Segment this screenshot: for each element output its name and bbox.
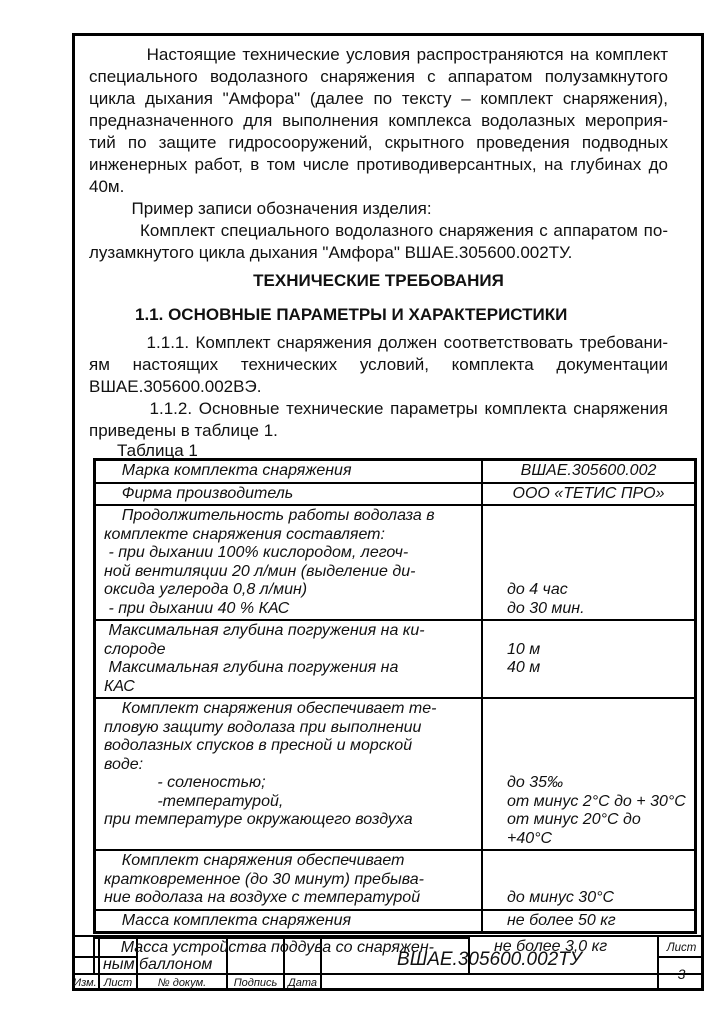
text-line: - при дыхании 100% кислородом, легоч-: [104, 544, 409, 561]
text-line: специального водолазного снаряжения с аппаратом полузамкнутого: [89, 67, 668, 86]
text-line: комплекте снаряжения составляет:: [104, 525, 385, 543]
text-line: пловую защиту водолаза при выполнении: [104, 718, 422, 736]
text-line: ной вентиляции 20 л/мин (выделение ди-: [104, 562, 416, 580]
stamp-sheet-number: 3: [677, 965, 686, 982]
example-paragraph: [89, 220, 668, 264]
text-line: ние водолаза на воздухе с температурой: [104, 889, 421, 906]
subsection-heading: 1.1. ОСНОВНЫЕ ПАРАМЕТРЫ И ХАРАКТЕРИСТИКИ: [135, 305, 568, 324]
text-line: Комплект снаряжения обеспечивает: [104, 852, 405, 869]
clause-1-1-2: [89, 398, 668, 442]
text-line: [507, 852, 690, 871]
param-cell: [95, 483, 483, 506]
text-line: водолазных спусков в пресной и морской: [104, 737, 413, 754]
section-heading: ТЕХНИЧЕСКИЕ ТРЕБОВАНИЯ: [253, 271, 504, 290]
param-cell: [95, 620, 483, 698]
text-line: 40м.: [89, 177, 125, 196]
text-line: [507, 700, 690, 719]
stamp-label-list: Лист: [103, 977, 133, 989]
text-line: 10 м: [507, 640, 541, 658]
text-line: - соленостью;: [104, 774, 266, 791]
text-line: Комплект специального водолазного снаряжения с аппаратом по-: [89, 221, 668, 240]
text-line: до 35‰: [507, 774, 563, 791]
text-line: Максимальная глубина погружения на: [104, 659, 399, 676]
spec-table: [93, 458, 697, 934]
table-row: [95, 483, 696, 506]
text-line: от минус 20°С до: [507, 811, 641, 828]
text-line: до минус 30°С: [507, 889, 615, 906]
clause-1-1-1: [89, 332, 668, 398]
text-line: 1.1.2. Основные технические параметры комплекта снаряжения: [89, 399, 668, 418]
value-cell: [482, 850, 696, 910]
intro-paragraph: [89, 44, 668, 198]
text-line: до 30 мин.: [507, 599, 585, 617]
stamp-doc-number: ВШАЕ.305600.002ТУ: [397, 949, 582, 970]
value-cell: [482, 505, 696, 620]
text-line: Продолжительность работы водолаза в: [104, 507, 435, 524]
value-cell: [482, 698, 696, 850]
value-cell: [482, 460, 696, 483]
text-line: лузамкнутого цикла дыхания "Амфора" ВШАЕ.305600.002ТУ.: [89, 243, 573, 262]
text-line: при температуре окружающего воздуха: [104, 811, 413, 828]
text-line: не более 50 кг: [507, 911, 616, 929]
text-line: слороде: [104, 640, 166, 658]
stamp-sheet-label: Лист: [666, 941, 697, 954]
spec-table-last-row: [93, 937, 697, 975]
text-line: Масса устройства поддува со снаряжен-: [103, 939, 434, 956]
text-line: Настоящие технические условия распространяются на комплект: [89, 45, 668, 64]
text-line: КАС: [104, 677, 135, 695]
text-line: кратковременное (до 30 минут) пребыва-: [104, 870, 424, 888]
text-line: тий по защите гидросооружений, скрытного проведения подводных: [89, 133, 668, 152]
text-line: [507, 544, 690, 563]
text-line: приведены в таблице 1.: [89, 421, 278, 440]
text-line: ным баллоном: [103, 956, 213, 973]
text-line: Фирма производитель: [104, 484, 294, 502]
value-cell: [482, 910, 696, 933]
value-cell: [482, 483, 696, 506]
text-line: оксида углерода 0,8 л/мин): [104, 581, 308, 598]
text-line: [507, 507, 690, 526]
text-line: предназначенного для выполнения комплекса водолазных мероприя-: [89, 111, 668, 130]
text-line: ВШАЕ.305600.002ВЭ.: [89, 377, 262, 396]
spec-table-body: [95, 460, 696, 933]
table-row: [95, 505, 696, 620]
text-line: цикла дыхания "Амфора" (далее по тексту – комплект снаряжения),: [89, 89, 668, 108]
stamp-label-data: Дата: [287, 977, 318, 989]
text-line: ООО «ТЕТИС ПРО»: [512, 484, 665, 502]
text-line: Максимальная глубина погружения на ки-: [104, 622, 425, 639]
table-row: [95, 620, 696, 698]
table-caption: Таблица 1: [117, 441, 198, 460]
text-line: 1.1.1. Комплект снаряжения должен соответствовать требовани-: [89, 333, 668, 352]
text-line: [507, 756, 690, 775]
table-row: [95, 698, 696, 850]
param-cell: [93, 937, 470, 975]
table-row: [95, 850, 696, 910]
text-line: Комплект снаряжения обеспечивает те-: [104, 700, 437, 717]
text-line: от минус 2°С до + 30°С: [507, 792, 686, 810]
stamp-label-podpis: Подпись: [233, 977, 278, 989]
text-line: - при дыхании 40 % КАС: [104, 599, 290, 617]
value-cell: не более 3,0 кг: [494, 938, 608, 955]
table-row: [95, 910, 696, 933]
text-line: Масса комплекта снаряжения: [104, 911, 352, 929]
param-cell: [95, 460, 483, 483]
text-line: ям настоящих технических условий, комплекта документации: [89, 355, 668, 374]
text-line: [507, 563, 690, 582]
text-line: -температурой,: [104, 792, 284, 810]
text-line: [507, 526, 690, 545]
text-line: [507, 737, 690, 756]
text-line: 40 м: [507, 659, 541, 676]
text-line: Пример записи обозначения изделия:: [89, 199, 432, 218]
text-line: +40°С: [507, 829, 553, 847]
value-cell: [482, 620, 696, 698]
stamp-label-ndokum: № докум.: [157, 977, 207, 989]
text-line: до 4 час: [507, 581, 568, 598]
text-line: [507, 622, 690, 641]
param-cell: [95, 505, 483, 620]
text-block: [89, 44, 668, 460]
text-line: [507, 719, 690, 738]
stamp-label-izm: Изм.: [73, 977, 97, 989]
param-cell: [95, 850, 483, 910]
param-cell: [95, 910, 483, 933]
text-line: инженерных работ, в том числе противодиверсантных, на глубинах до: [89, 155, 668, 174]
example-label: [89, 198, 668, 220]
table-row: [95, 460, 696, 483]
text-line: [507, 871, 690, 890]
param-cell: [95, 698, 483, 850]
text-line: воде:: [104, 755, 144, 773]
text-line: ВШАЕ.305600.002: [520, 462, 657, 479]
text-line: Марка комплекта снаряжения: [104, 462, 352, 479]
